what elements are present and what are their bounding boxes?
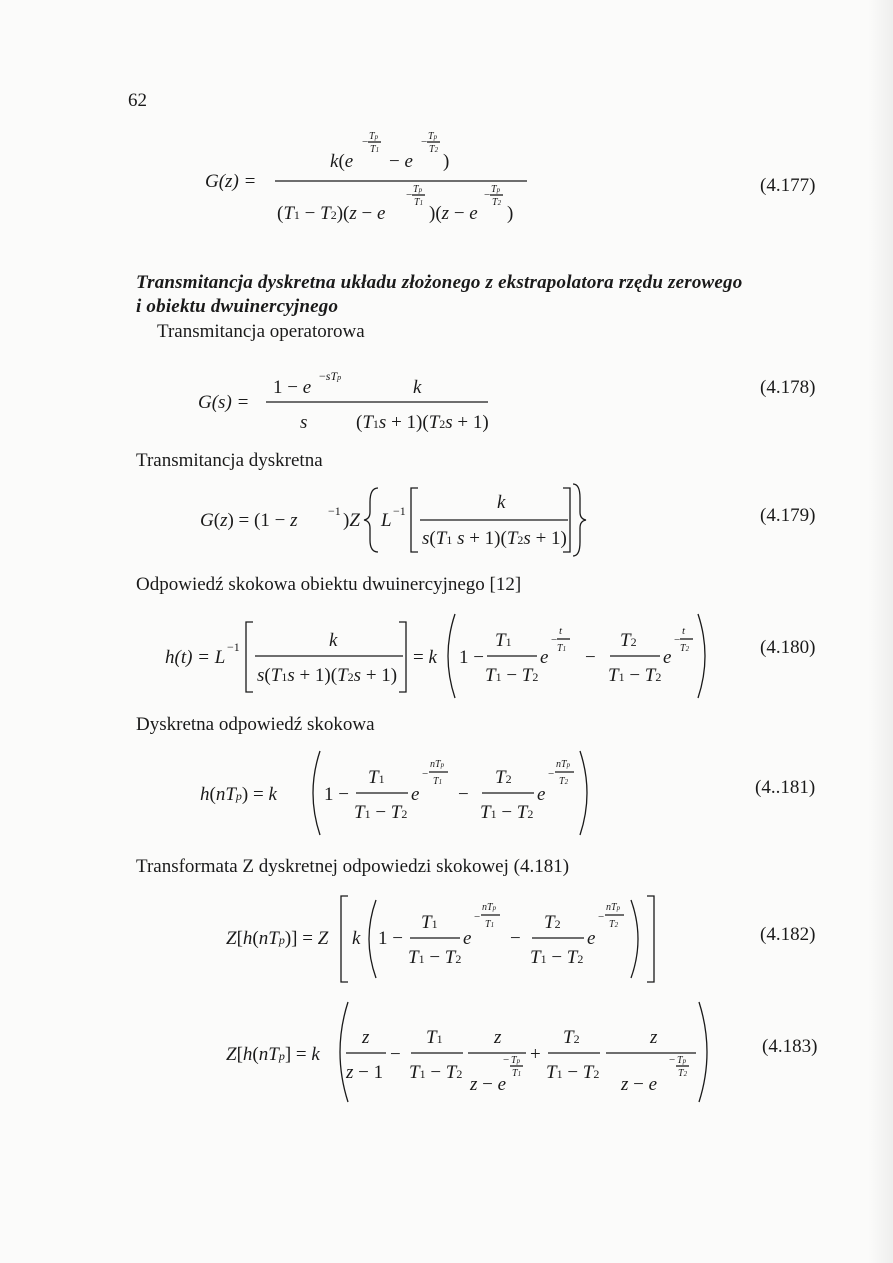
equation-4-182 [226, 890, 666, 990]
svg-text:Tp: Tp [428, 131, 438, 142]
svg-text:k(e: k(e [330, 151, 354, 172]
svg-text:= k: = k [413, 647, 437, 668]
svg-text:G(z) = (1 − z: G(z) = (1 − z [200, 510, 298, 531]
svg-text:− e: − e [389, 151, 413, 172]
svg-text:nTp: nTp [430, 759, 445, 770]
svg-text:z: z [362, 1027, 370, 1048]
equation-4-179 [200, 478, 580, 560]
svg-text:z − e: z − e [621, 1074, 658, 1095]
svg-text:1 −: 1 − [378, 928, 403, 949]
svg-text:T1: T1 [426, 1027, 443, 1048]
svg-text:k: k [329, 630, 338, 651]
svg-text:G(z) =: G(z) = [205, 171, 257, 192]
svg-text:T1: T1 [368, 767, 385, 788]
svg-text:z − 1: z − 1 [346, 1062, 384, 1083]
svg-text:Z[h(nTp] = k: Z[h(nTp] = k [226, 1044, 320, 1065]
svg-text:z: z [650, 1027, 658, 1048]
equation-4-183 [226, 1000, 726, 1105]
svg-text:): ) [443, 151, 450, 172]
svg-text:−: − [674, 634, 681, 646]
svg-text:k: k [352, 928, 361, 949]
svg-text:nTp: nTp [556, 759, 571, 770]
svg-text:−: − [484, 189, 491, 201]
svg-text:k: k [413, 377, 422, 398]
svg-text:s: s [300, 412, 308, 433]
svg-text:L: L [381, 510, 392, 531]
svg-text:−sTp: −sTp [319, 369, 342, 383]
svg-text:h(t) = L: h(t) = L [165, 647, 226, 668]
svg-text:−: − [503, 1054, 510, 1066]
svg-text:T2: T2 [495, 767, 512, 788]
svg-text:T1 − T2: T1 − T2 [546, 1062, 600, 1083]
svg-text:T1 − T2: T1 − T2 [485, 665, 539, 686]
svg-text:e: e [463, 928, 472, 949]
label-operator-transfer: Transmitancja operatorowa [157, 321, 365, 342]
svg-text:−1: −1 [328, 504, 341, 518]
svg-text:t: t [682, 625, 686, 637]
svg-text:e: e [540, 647, 549, 668]
svg-text:)Z: )Z [343, 510, 360, 531]
svg-text:z − e: z − e [470, 1074, 507, 1095]
equation-number-4-182: (4.182) [760, 924, 816, 945]
svg-text:−: − [669, 1054, 676, 1066]
svg-text:Tp: Tp [511, 1055, 521, 1066]
svg-text:)(z − e: )(z − e [429, 203, 478, 224]
label-z-transform: Transformata Z dyskretnej odpowiedzi skokowej (4.181) [136, 856, 570, 877]
svg-text:T2: T2 [563, 1027, 580, 1048]
label-discrete-step-response: Dyskretna odpowiedź skokowa [136, 714, 375, 735]
svg-text:e: e [663, 647, 672, 668]
svg-text:e: e [411, 784, 420, 805]
equation-number-4-178: (4.178) [760, 377, 816, 398]
svg-text:T2: T2 [609, 919, 619, 930]
page-edge-shadow [868, 0, 893, 1263]
equation-number-4-180: (4.180) [760, 637, 816, 658]
svg-text:−: − [598, 911, 605, 923]
svg-text:T1 − T2: T1 − T2 [408, 947, 462, 968]
svg-text:+: + [530, 1044, 541, 1065]
svg-text:−: − [474, 911, 481, 923]
svg-text:Z[h(nTp)] = Z: Z[h(nTp)] = Z [226, 928, 329, 949]
svg-text:T2: T2 [559, 776, 569, 787]
equation-number-4-179: (4.179) [760, 505, 816, 526]
svg-text:T2: T2 [544, 912, 561, 933]
svg-text:1 − e: 1 − e [273, 377, 312, 398]
svg-text:1 −: 1 − [459, 647, 484, 668]
page-number: 62 [128, 90, 147, 111]
svg-text:z: z [494, 1027, 502, 1048]
svg-text:T2: T2 [678, 1068, 688, 1079]
svg-text:Tp: Tp [369, 131, 379, 142]
equation-4-178 [198, 360, 508, 440]
svg-text:−: − [458, 784, 469, 805]
svg-text:T2: T2 [429, 144, 439, 155]
section-heading-line-1: Transmitancja dyskretna układu złożonego z ekstrapolatora rzędu zerowego [136, 272, 743, 293]
svg-text:T1: T1 [433, 776, 443, 787]
svg-text:−: − [510, 928, 521, 949]
svg-text:T2: T2 [492, 197, 502, 208]
svg-text:−: − [422, 768, 429, 780]
svg-text:−1: −1 [227, 640, 240, 654]
svg-text:T2: T2 [620, 630, 637, 651]
svg-text:T1 − T2: T1 − T2 [354, 802, 408, 823]
equation-number-4-181: (4..181) [755, 777, 816, 798]
svg-text:−: − [421, 136, 428, 148]
svg-text:h(nTp) = k: h(nTp) = k [200, 784, 277, 805]
svg-text:T1: T1 [421, 912, 438, 933]
equation-number-4-177: (4.177) [760, 175, 816, 196]
svg-text:−: − [585, 647, 596, 668]
svg-text:T1 − T2: T1 − T2 [480, 802, 534, 823]
svg-text:T1: T1 [512, 1068, 522, 1079]
svg-text:T1 − T2: T1 − T2 [409, 1062, 463, 1083]
svg-text:−: − [548, 768, 555, 780]
svg-text:s(T1s + 1)(T2s + 1): s(T1s + 1)(T2s + 1) [257, 665, 398, 686]
svg-text:s(T1 s + 1)(T2s + 1): s(T1 s + 1)(T2s + 1) [422, 528, 567, 549]
svg-text:T1: T1 [414, 197, 424, 208]
svg-text:−: − [551, 634, 558, 646]
svg-text:nTp: nTp [606, 902, 621, 913]
equation-number-4-183: (4.183) [762, 1036, 818, 1057]
equation-4-180 [165, 608, 715, 698]
svg-text:−: − [362, 136, 369, 148]
svg-text:Tp: Tp [677, 1055, 687, 1066]
svg-text:T1: T1 [557, 643, 567, 654]
svg-text:T1: T1 [495, 630, 512, 651]
svg-text:Tp: Tp [491, 184, 501, 195]
svg-text:T1 − T2: T1 − T2 [530, 947, 584, 968]
svg-text:−1: −1 [393, 504, 406, 518]
svg-text:−: − [390, 1044, 401, 1065]
svg-text:e: e [587, 928, 596, 949]
svg-text:G(s) =: G(s) = [198, 392, 250, 413]
svg-text:k: k [497, 492, 506, 513]
svg-text:t: t [559, 625, 563, 637]
section-heading-line-2: i obiektu dwuinercyjnego [136, 296, 339, 317]
svg-text:): ) [507, 203, 514, 224]
svg-text:−: − [406, 189, 413, 201]
svg-text:1 −: 1 − [324, 784, 349, 805]
svg-text:e: e [537, 784, 546, 805]
svg-text:(T1 − T2)(z − e: (T1 − T2)(z − e [277, 203, 386, 224]
svg-text:nTp: nTp [482, 902, 497, 913]
label-step-response: Odpowiedź skokowa obiektu dwuinercyjnego [12] [136, 574, 522, 595]
equation-4-181 [200, 745, 610, 835]
svg-text:T1 − T2: T1 − T2 [608, 665, 662, 686]
svg-text:(T1s + 1)(T2s + 1): (T1s + 1)(T2s + 1) [356, 412, 489, 433]
svg-text:T1: T1 [370, 144, 380, 155]
label-discrete-transfer: Transmitancja dyskretna [136, 450, 323, 471]
svg-text:T2: T2 [680, 643, 690, 654]
svg-text:T1: T1 [485, 919, 495, 930]
equation-4-177 [205, 125, 535, 235]
svg-text:Tp: Tp [413, 184, 423, 195]
